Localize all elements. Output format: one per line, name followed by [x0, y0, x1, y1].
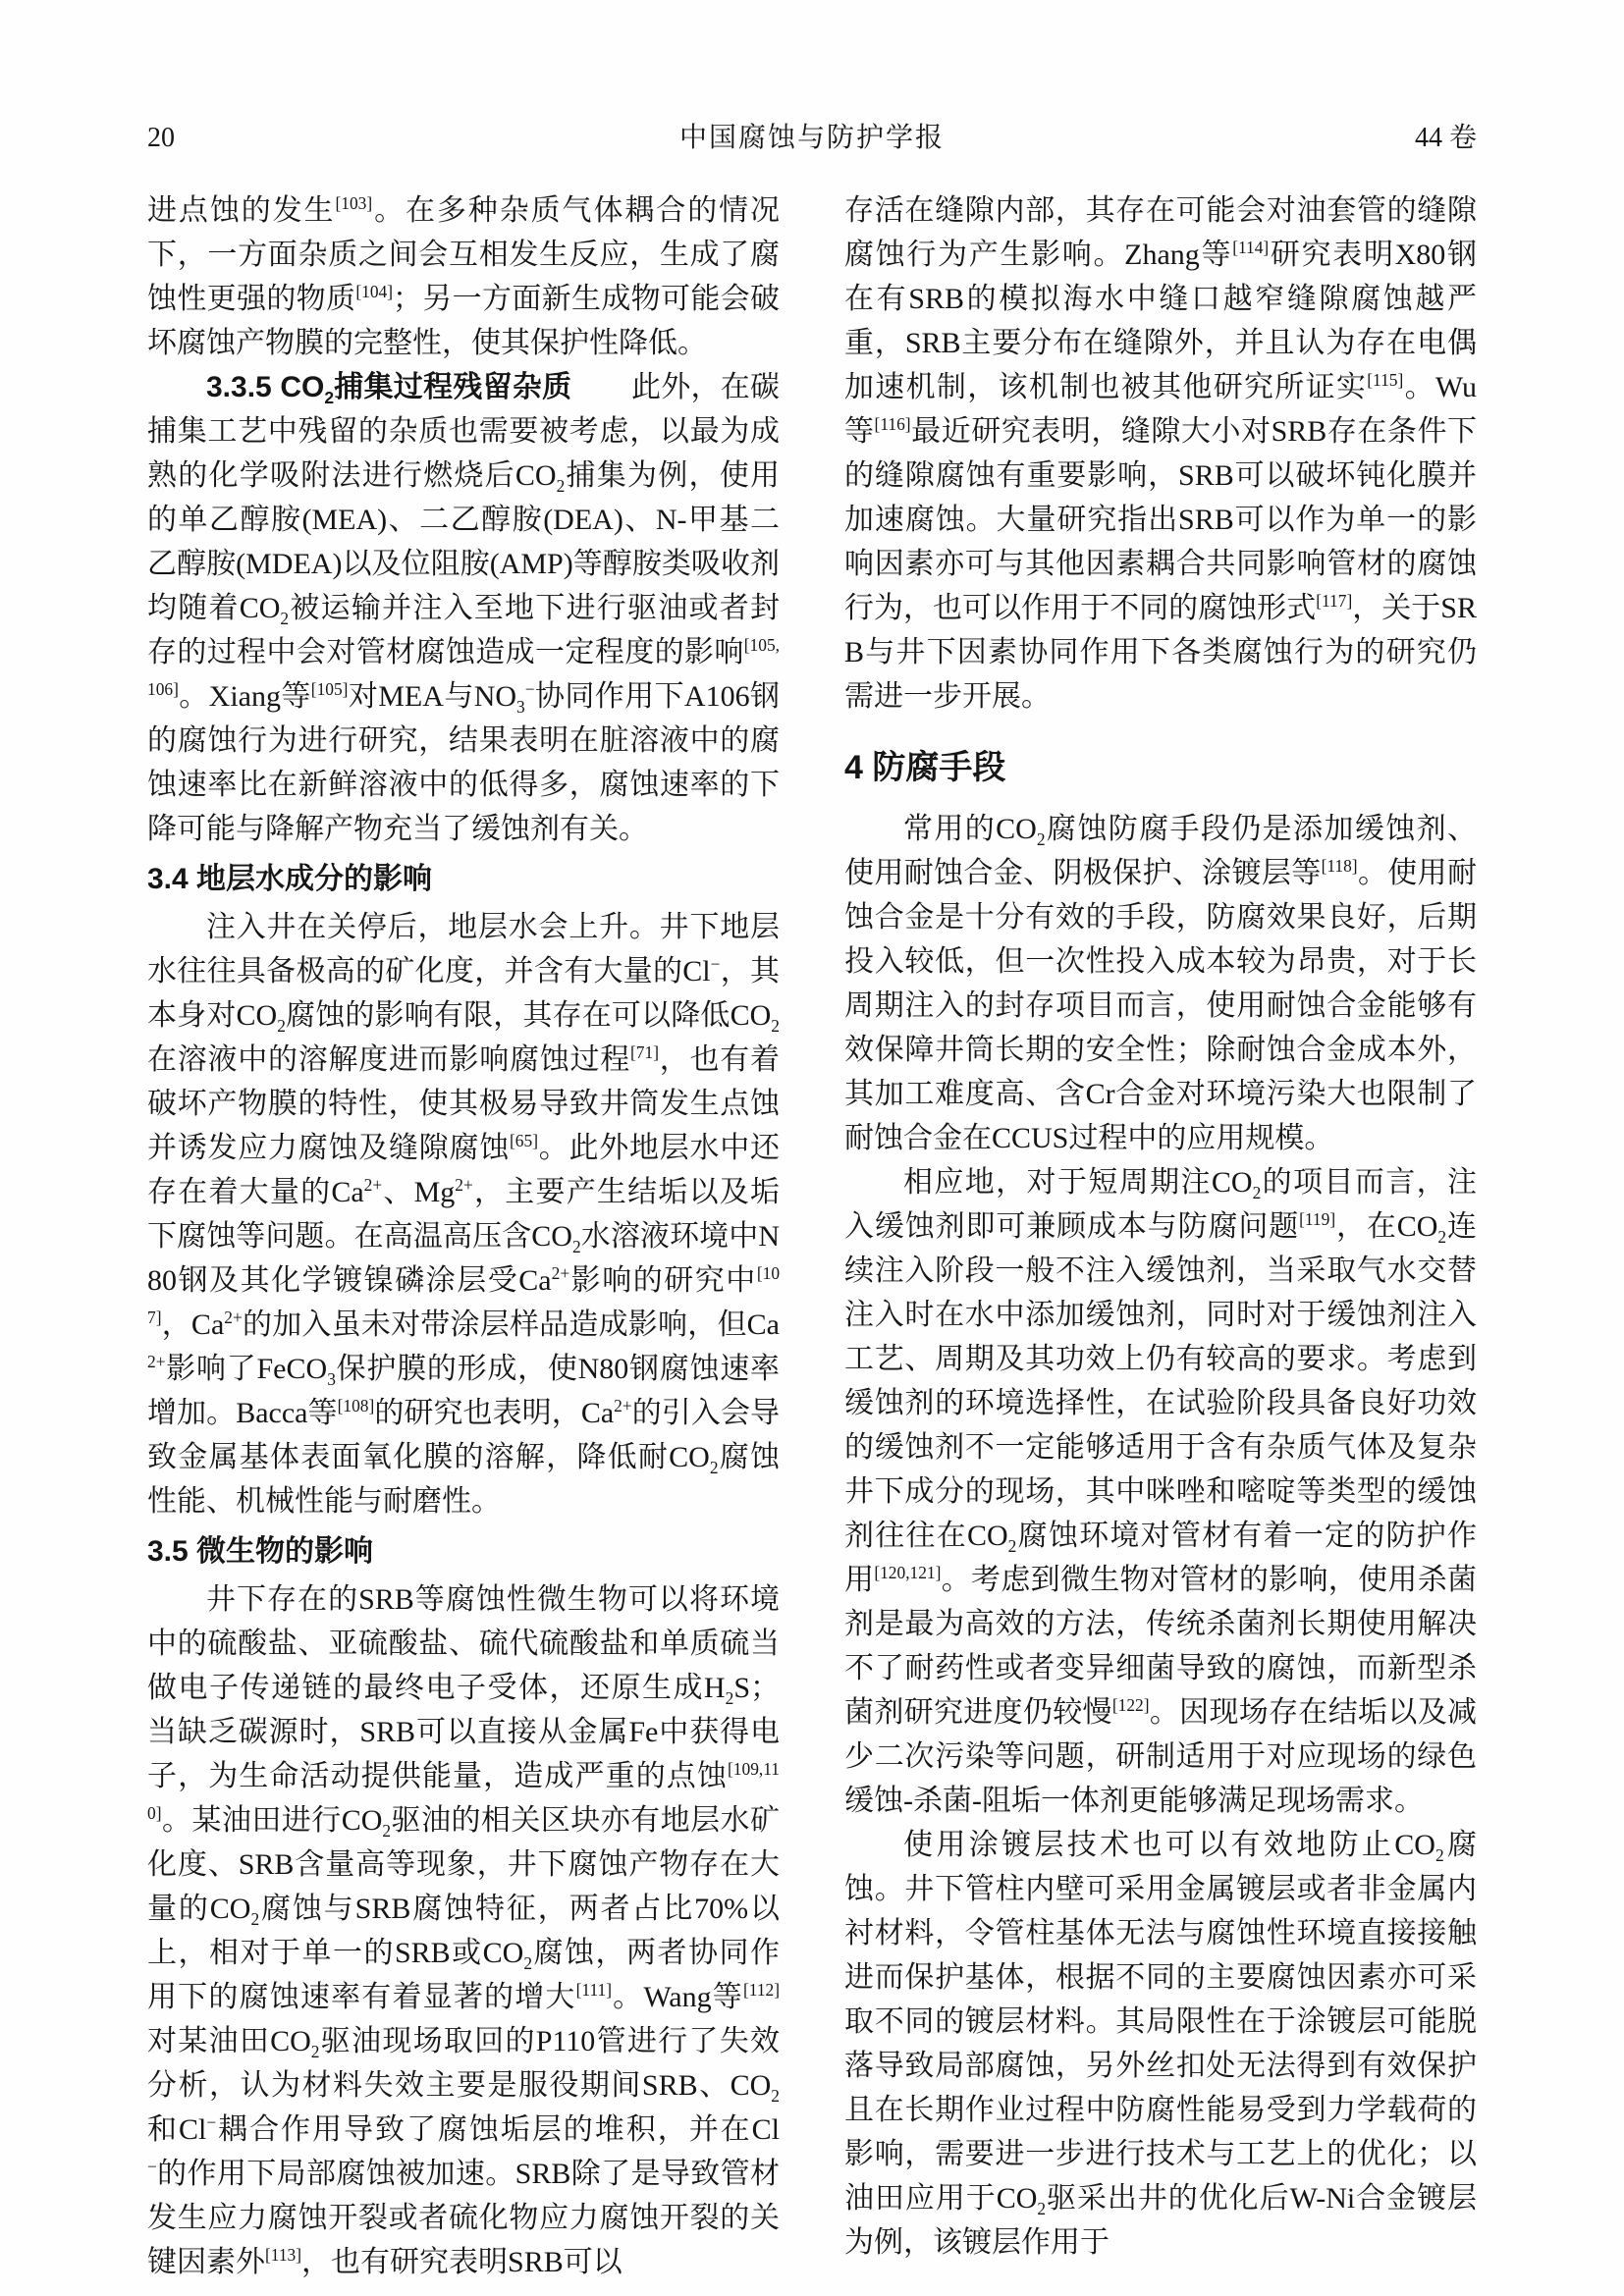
- subscript: 2: [250, 1909, 260, 1929]
- subscript: 2: [280, 609, 290, 628]
- volume-number: 44 卷: [1414, 123, 1477, 153]
- superscript: [105,106]: [147, 635, 780, 699]
- subscript: 2: [1435, 1845, 1444, 1865]
- superscript: [117]: [1316, 591, 1353, 611]
- subscript: 2: [277, 1016, 286, 1036]
- journal-title: 中国腐蚀与防护学报: [678, 123, 945, 153]
- superscript: −: [710, 954, 721, 974]
- subscript: 3: [327, 1369, 336, 1389]
- superscript: [118]: [1321, 856, 1358, 876]
- paragraph: 相应地，对于短周期注$CO_2$的项目而言，注入缓蚀剂即可兼顾成本与防腐问题[119]，在$CO_2$连续注入阶段一般不注入缓蚀剂，当采取气水交替注入时在水中添加缓蚀剂，同时对于缓蚀剂注入工艺、周期及其功效上仍有较高的要求。考虑到缓蚀剂的环境选择性，在试验阶段具备良好功效的缓蚀剂不一定能够适用于含有杂质气体及复杂井下成分的现场，其中咪唑和嘧啶等类型的缓蚀剂往往在$CO_2$腐蚀环境对管材有着一定的防护作用[120,121]。考虑到微生物对管材的影响，使用杀菌剂是最为高效的方法，传统杀菌剂长期使用解决不了耐药性或者变异细菌导致的腐蚀，而新型杀菌剂研究进度仍较慢[122]。因现场存在结垢以及减少二次污染等问题，研制适用于对应现场的绿色缓蚀-杀菌-阻垢一体剂更能够满足现场需求。: [844, 1166, 1478, 1817]
- subsection-heading: 3.5 微生物的影响: [147, 1535, 374, 1568]
- subsection-heading: 3.4 地层水成分的影响: [147, 863, 433, 895]
- superscript: [116]: [874, 414, 911, 434]
- subscript: 2: [556, 476, 566, 496]
- superscript: [109,110]: [147, 1759, 780, 1823]
- superscript: 2+: [455, 1175, 473, 1195]
- superscript: 2+: [363, 1175, 383, 1195]
- paragraph: 常用的$CO_2$腐蚀防腐手段仍是添加缓蚀剂、使用耐蚀合金、阴极保护、涂镀层等[118]。使用耐蚀合金是十分有效的手段，防腐效果良好，后期投入较低，但一次性投入成本较为昂贵，对于长周期注入的封存项目而言，使用耐蚀合金能够有效保障井筒长期的安全性；除耐蚀合金成本外，其加工难度高、含Cr合金对环境污染大也限制了耐蚀合金在CCUS过程中的应用规模。: [844, 813, 1478, 1154]
- running-head: [147, 116, 1477, 155]
- superscript: −: [206, 2112, 217, 2132]
- subscript: 2: [324, 388, 334, 407]
- paragraph: 注入井在关停后，地层水会上升。井下地层水往往具备极高的矿化度，并含有大量的Cl−，其本身对$CO_2$腐蚀的影响有限，其存在可以降低$CO_2$在溶液中的溶解度进而影响腐蚀过程[71]，也有着破坏产物膜的特性，使其极易导致井筒发生点蚀并诱发应力腐蚀及缝隙腐蚀[65]。此外地层水中还存在着大量的$Ca^{2+}$、$Mg^{2+}$，主要产生结垢以及垢下腐蚀等问题。在高温高压含$CO_2$水溶液环境中N80钢及其化学镀镍磷涂层受$Ca^{2+}$影响的研究中[107]，$Ca^{2+}$的加入虽未对带涂层样品造成影响，但$Ca^{2+}$影响了FeCO$_3$保护膜的形成，使N80钢腐蚀速率增加。Bacca等[108]的研究也表明，$Ca^{2+}$的引入会导致金属基体表面氧化膜的溶解，降低耐$CO_2$腐蚀性能、机械性能与耐磨性。: [147, 911, 781, 1518]
- superscript: [111]: [575, 1980, 612, 2000]
- subscript: 2: [1437, 1227, 1447, 1247]
- superscript: 2+: [224, 1308, 243, 1327]
- run-in-heading: 3.3.5 $CO_2$捕集过程残留杂质: [206, 371, 572, 407]
- section-heading: 4 防腐手段: [844, 749, 1006, 786]
- superscript: 2+: [614, 1396, 632, 1415]
- superscript: [108]: [337, 1396, 375, 1415]
- superscript: [114]: [1232, 238, 1270, 257]
- superscript: [112]: [742, 1980, 781, 2000]
- superscript: [105]: [310, 679, 349, 699]
- paragraph-continuation: 存活在缝隙内部，其存在可能会对油套管的缝隙腐蚀行为产生影响。Zhang等[114]研究表明X80钢在有SRB的模拟海水中缝口越窄缝隙腐蚀越严重，SRB主要分布在缝隙外，并且认为存在电偶加速机制，该机制也被其他研究所证实[115]。Wu等[116]最近研究表明，缝隙大小对SRB存在条件下的缝隙腐蚀有重要影响，SRB可以破坏钝化膜并加速腐蚀。大量研究指出SRB可以作为单一的影响因素亦可与其他因素耦合共同影响管材的腐蚀行为，也可以作用于不同的腐蚀形式[117]，关于SRB与井下因素协同作用下各类腐蚀行为的研究仍需进一步开展。: [844, 194, 1477, 713]
- subscript: 2: [1252, 1183, 1262, 1202]
- superscript: [115]: [1367, 370, 1404, 390]
- superscript: [71]: [630, 1042, 659, 1062]
- superscript: [103]: [335, 193, 373, 213]
- subscript: 3: [516, 697, 525, 717]
- subscript: 2: [523, 1953, 533, 1973]
- superscript: [65]: [510, 1131, 538, 1150]
- subscript: 2: [1007, 1536, 1017, 1556]
- superscript: 2+: [147, 1352, 166, 1371]
- paragraph: 井下存在的SRB等腐蚀性微生物可以将环境中的硫酸盐、亚硫酸盐、硫代硫酸盐和单质硫当做电子传递链的最终电子受体，还原生成$H_2S$；当缺乏碳源时，SRB可以直接从金属Fe中获得电子，为生命活动提供能量，造成严重的点蚀[109,110]。某油田进行$CO_2$驱油的相关区块亦有地层水矿化度、SRB含量高等现象，井下腐蚀产物存在大量的$CO_2$腐蚀与SRB腐蚀特征，两者占比70%以上，相对于单一的SRB或$CO_2$腐蚀，两者协同作用下的腐蚀速率有着显著的增大[111]。Wang等[112]对某油田$CO_2$驱油现场取回的P110管进行了失效分析，认为材料失效主要是服役期间SRB、$CO_2$和Cl−耦合作用导致了腐蚀垢层的堆积，并在Cl−的作用下局部腐蚀被加速。SRB除了是导致管材发生应力腐蚀开裂或者硫化物应力腐蚀开裂的关键因素外[113]，也有研究表明SRB可以: [147, 1583, 781, 2278]
- superscript: [113]: [265, 2245, 302, 2265]
- paragraph-continuation: 进点蚀的发生[103]。在多种杂质气体耦合的情况下，一方面杂质之间会互相发生反应，生成了腐蚀性更强的物质[104]；另一方面新生成物可能会破坏腐蚀产物膜的完整性，使其保护性降低。: [147, 193, 781, 359]
- superscript: [119]: [1299, 1209, 1336, 1229]
- subscript: 2: [725, 1688, 734, 1708]
- superscript: [107]: [147, 1263, 781, 1327]
- superscript: [122]: [1111, 1695, 1150, 1715]
- article-body: [147, 188, 1477, 2284]
- superscript: [120,121]: [874, 1563, 942, 1582]
- page-number: 20: [147, 123, 175, 153]
- subscript: 2: [382, 1821, 392, 1841]
- subscript: 2: [1037, 2199, 1047, 2218]
- subscript: 2: [709, 1458, 719, 1477]
- superscript: −: [524, 679, 535, 699]
- left-column: [147, 188, 780, 2284]
- superscript: [104]: [355, 282, 394, 301]
- subscript: 2: [310, 2042, 320, 2061]
- subscript: 2: [1036, 829, 1046, 849]
- subscript: 2: [571, 1237, 581, 1256]
- paragraph: 3.3.5 $CO_2$捕集过程残留杂质 此外，在碳捕集工艺中残留的杂质也需要被考虑，以最为成熟的化学吸附法进行燃烧后$CO_2$捕集为例，使用的单乙醇胺(MEA)、二乙醇胺(DEA)、N-甲基二乙醇胺(MDEA)以及位阻胺(AMP)等醇胺类吸收剂均随着$CO_2$被运输并注入至地下进行驱油或者封存的过程中会对管材腐蚀造成一定程度的影响[105,106]。Xiang等[105]对MEA与$NO_3^-$协同作用下A106钢的腐蚀行为进行研究，结果表明在脏溶液中的腐蚀速率比在新鲜溶液中的低得多，腐蚀速率的下降可能与降解产物充当了缓蚀剂有关。: [147, 371, 781, 845]
- subscript: 2: [771, 2086, 780, 2106]
- subscript: 2: [771, 1016, 780, 1036]
- right-column: [844, 188, 1477, 2284]
- paragraph: 使用涂镀层技术也可以有效地防止$CO_2$腐蚀。井下管柱内壁可采用金属镀层或者非金属内衬材料，令管柱基体无法与腐蚀性环境直接接触进而保护基体，根据不同的主要腐蚀因素亦可采取不同的镀层材料。其局限性在于涂镀层可能脱落导致局部腐蚀，另外丝扣处无法得到有效保护且在长期作业过程中防腐性能易受到力学载荷的影响，需要进一步进行技术与工艺上的优化；以油田应用于$CO_2$驱采出井的优化后W-Ni合金镀层为例，该镀层作用于: [844, 1829, 1477, 2259]
- superscript: −: [147, 2157, 157, 2176]
- superscript: 2+: [551, 1263, 570, 1283]
